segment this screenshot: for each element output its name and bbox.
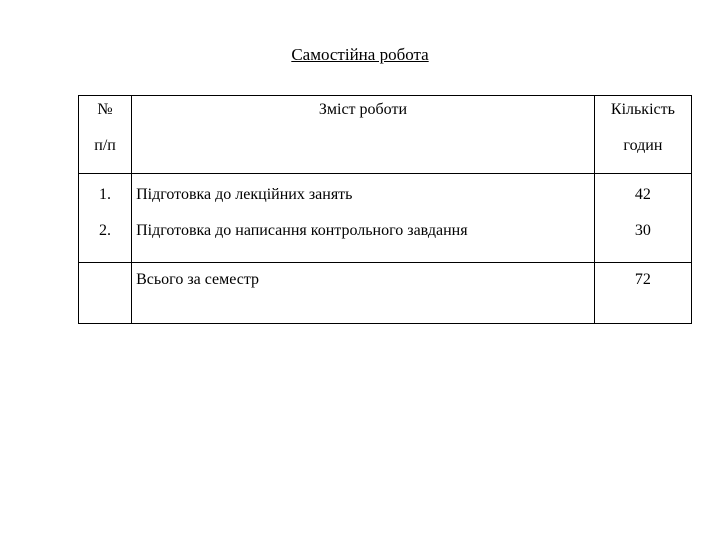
row-hours: 42 xyxy=(634,186,651,203)
row-content-cell xyxy=(132,174,595,217)
table-row xyxy=(79,216,692,263)
header-content xyxy=(132,96,595,174)
header-number-line2: п/п xyxy=(94,137,116,154)
header-number xyxy=(79,96,132,174)
total-number-cell xyxy=(79,263,132,324)
row-hours-cell xyxy=(594,174,691,217)
table-row xyxy=(79,174,692,217)
table-total-row xyxy=(79,263,692,324)
total-hours-cell xyxy=(594,263,691,324)
row-number: 2. xyxy=(99,222,112,239)
row-content-cell xyxy=(132,216,595,263)
table-header-row xyxy=(79,96,692,174)
row-content: Підготовка до лекційних занять xyxy=(136,186,353,203)
self-study-table xyxy=(78,95,692,324)
header-content-label: Зміст роботи xyxy=(318,101,408,118)
header-number-line1: № xyxy=(97,101,113,118)
total-hours: 72 xyxy=(634,271,651,288)
header-hours xyxy=(594,96,691,174)
total-label: Всього за семестр xyxy=(136,271,260,288)
row-number: 1. xyxy=(99,186,112,203)
row-content: Підготовка до написання контрольного завдання xyxy=(136,222,468,239)
row-hours-cell xyxy=(594,216,691,263)
page-title: Самостійна робота xyxy=(291,45,429,64)
row-number-cell xyxy=(79,216,132,263)
header-hours-line2: годин xyxy=(623,137,663,154)
row-number-cell xyxy=(79,174,132,217)
row-hours: 30 xyxy=(634,222,651,239)
header-hours-line1: Кількість xyxy=(610,101,675,118)
total-content-cell xyxy=(132,263,595,324)
